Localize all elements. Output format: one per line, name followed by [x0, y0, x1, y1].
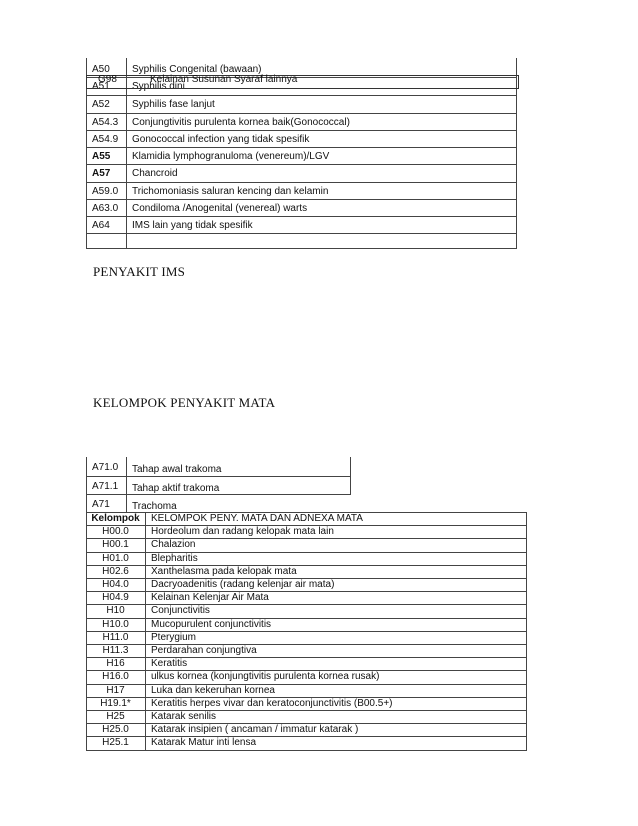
mata-code-cell: H25.0	[102, 724, 129, 735]
trakoma-description-cell: Trachoma	[132, 501, 177, 512]
mata-description-cell: Perdarahan conjungtiva	[151, 645, 257, 656]
overlay-description-cell: Kelainan Susunan Syaraf lainnya	[150, 74, 298, 85]
mata-description-cell: Kelainan Kelenjar Air Mata	[151, 592, 269, 603]
mata-code-cell: H01.0	[102, 553, 129, 564]
ims-table-row-line	[86, 113, 517, 114]
ims-description-cell: Syphilis dini	[132, 81, 185, 92]
mata-code-cell: H19.1*	[100, 698, 131, 709]
mata-description-cell: Pterygium	[151, 632, 197, 643]
mata-header-code-cell: Kelompok	[91, 513, 140, 524]
ims-code-cell: A59.0	[92, 186, 119, 197]
mata-table-border-right	[526, 512, 527, 750]
ims-code-cell: A63.0	[92, 203, 119, 214]
mata-table-row-line	[86, 512, 527, 513]
mata-code-cell: H17	[106, 685, 125, 696]
mata-table-row-line	[86, 525, 527, 526]
mata-description-cell: Luka dan kekeruhan kornea	[151, 685, 275, 696]
trakoma-table-column-divider	[126, 457, 127, 512]
ims-table-row-line	[86, 216, 517, 217]
mata-description-cell: Conjunctivitis	[151, 605, 210, 616]
ims-table-row-line	[86, 95, 517, 96]
mata-description-cell: Chalazion	[151, 539, 196, 550]
heading-kelompok-penyakit-mata: KELOMPOK PENYAKIT MATA	[93, 395, 276, 410]
trakoma-code-cell: A71.1	[92, 481, 119, 492]
ims-table-row-line	[86, 130, 517, 131]
ims-table-row-line	[86, 248, 517, 249]
mata-description-cell: Katarak senilis	[151, 711, 217, 722]
trakoma-code-cell: A71.0	[92, 462, 119, 473]
mata-code-cell: H25.1	[102, 737, 129, 748]
ims-description-cell: Syphilis fase lanjut	[132, 99, 215, 110]
mata-table-row-line	[86, 710, 527, 711]
mata-table-row-line	[86, 552, 527, 553]
ims-code-cell: A55	[92, 151, 111, 162]
ims-code-cell: A50	[92, 64, 110, 75]
ims-description-cell: Condiloma /Anogenital (venereal) warts	[132, 203, 308, 214]
mata-table-row-line	[86, 538, 527, 539]
ims-table-row-line	[86, 199, 517, 200]
mata-code-cell: H11.0	[102, 632, 129, 643]
mata-table-row-line	[86, 657, 527, 658]
mata-table-row-line	[86, 578, 527, 579]
mata-description-cell: Hordeolum dan radang kelopak mata lain	[151, 526, 334, 537]
mata-table-column-divider	[145, 512, 146, 750]
mata-description-cell: Keratitis	[151, 658, 188, 669]
mata-table-row-line	[86, 565, 527, 566]
ims-description-cell: Conjungtivitis purulenta kornea baik(Gonococcal)	[132, 117, 350, 128]
mata-code-cell: H04.9	[102, 592, 129, 603]
trakoma-table-row-line	[86, 476, 351, 477]
mata-code-cell: H25	[106, 711, 125, 722]
mata-table-row-line	[86, 604, 527, 605]
mata-table-row-line	[86, 670, 527, 671]
ims-code-cell: A54.3	[92, 117, 119, 128]
mata-table-row-line	[86, 723, 527, 724]
mata-table-row-line	[86, 684, 527, 685]
mata-code-cell: H04.0	[102, 579, 129, 590]
mata-table-row-line	[86, 591, 527, 592]
mata-code-cell: H11.3	[102, 645, 129, 656]
ims-code-cell: A57	[92, 168, 111, 179]
mata-code-cell: H10	[106, 605, 125, 616]
ims-table-row-line	[86, 182, 517, 183]
ims-code-cell: A52	[92, 99, 110, 110]
mata-code-cell: H02.6	[102, 566, 129, 577]
mata-table-row-line	[86, 736, 527, 737]
mata-code-cell: H16	[106, 658, 125, 669]
ims-table-row-line	[86, 164, 517, 165]
ims-description-cell: Gonococcal infection yang tidak spesifik	[132, 134, 310, 145]
ims-description-cell: IMS lain yang tidak spesifik	[132, 220, 253, 231]
ims-description-cell: Klamidia lymphogranuloma (venereum)/LGV	[132, 151, 330, 162]
mata-header-description-cell: KELOMPOK PENY. MATA DAN ADNEXA MATA	[151, 513, 363, 524]
mata-description-cell: Xanthelasma pada kelopak mata	[151, 566, 297, 577]
mata-description-cell: Keratitis herpes vivar dan keratoconjunctivitis (B00.5+)	[151, 698, 393, 709]
mata-table-row-line	[86, 697, 527, 698]
mata-code-cell: H10.0	[102, 619, 129, 630]
mata-code-cell: H16.0	[102, 671, 129, 682]
trakoma-table-border-left	[86, 457, 87, 512]
mata-table-row-line	[86, 750, 527, 751]
ims-code-cell: A54.9	[92, 134, 119, 145]
mata-code-cell: H00.0	[102, 526, 129, 537]
mata-table-row-line	[86, 644, 527, 645]
mata-description-cell: Dacryoadenitis (radang kelenjar air mata)	[151, 579, 335, 590]
mata-description-cell: Katarak Matur inti lensa	[151, 737, 257, 748]
mata-description-cell: Blepharitis	[151, 553, 198, 564]
ims-table-row-line	[86, 147, 517, 148]
trakoma-description-cell: Tahap aktif trakoma	[132, 483, 220, 494]
heading-penyakit-ims: PENYAKIT IMS	[93, 264, 186, 279]
ims-code-table	[0, 0, 638, 250]
ims-description-cell: Syphilis Congenital (bawaan)	[132, 64, 262, 75]
mata-table-border-left	[86, 512, 87, 750]
ims-description-cell: Chancroid	[132, 168, 178, 179]
mata-table-row-line	[86, 631, 527, 632]
mata-description-cell: Mucopurulent conjunctivitis	[151, 619, 272, 630]
ims-description-cell: Trichomoniasis saluran kencing dan kelamin	[132, 186, 329, 197]
ims-table-row-line	[86, 233, 517, 234]
trakoma-description-cell: Tahap awal trakoma	[132, 464, 222, 475]
ims-code-cell: A64	[92, 220, 110, 231]
mata-description-cell: Katarak insipien ( ancaman / immatur katarak )	[151, 724, 359, 735]
ims-code-cell: A51	[92, 81, 110, 92]
trakoma-code-cell: A71	[92, 499, 110, 510]
trakoma-table-row-line	[86, 494, 351, 495]
mata-code-cell: H00.1	[102, 539, 129, 550]
trakoma-table-border-right	[350, 457, 351, 494]
overlay-code-cell: G98	[98, 74, 117, 85]
mata-description-cell: ulkus kornea (konjungtivitis purulenta kornea rusak)	[151, 671, 380, 682]
mata-table-row-line	[86, 618, 527, 619]
